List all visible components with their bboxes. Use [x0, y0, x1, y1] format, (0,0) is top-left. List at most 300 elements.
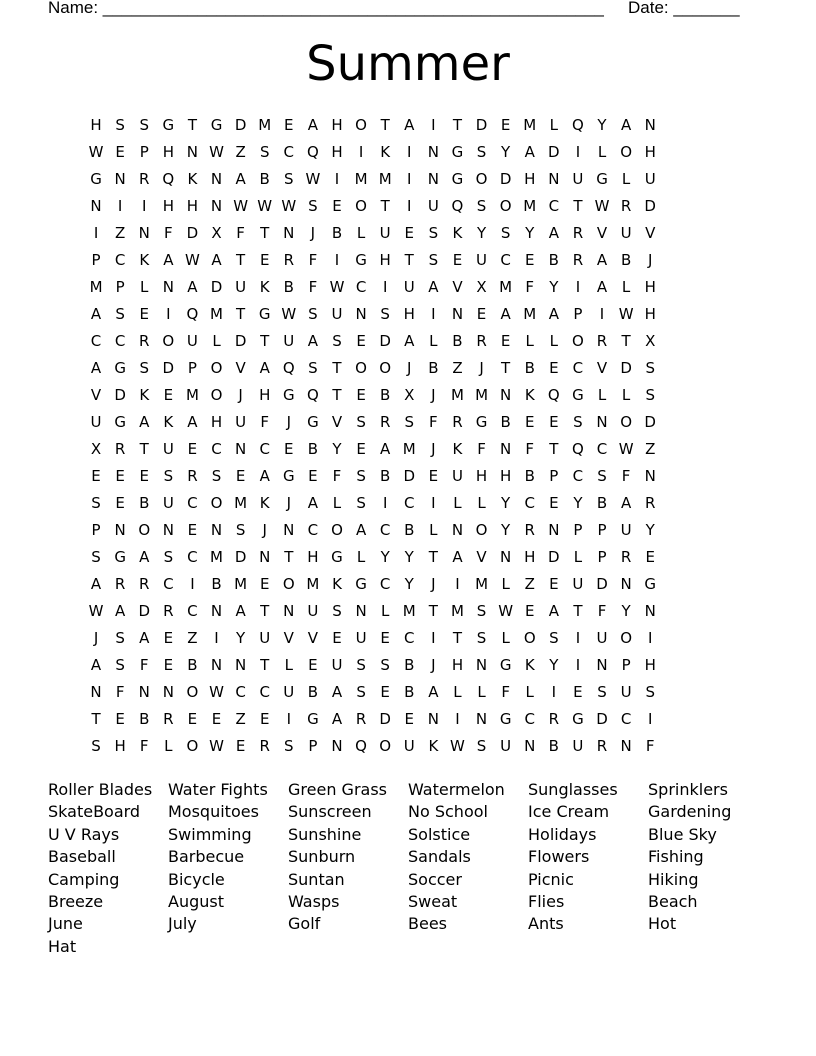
- grid-letter[interactable]: U: [644, 170, 656, 188]
- grid-letter[interactable]: C: [572, 359, 584, 377]
- grid-letter[interactable]: O: [355, 359, 367, 377]
- grid-letter[interactable]: A: [355, 521, 367, 539]
- grid-letter[interactable]: B: [283, 278, 294, 296]
- grid-letter[interactable]: U: [620, 224, 632, 242]
- grid-letter[interactable]: D: [379, 710, 391, 728]
- grid-letter[interactable]: T: [428, 602, 438, 620]
- grid-letter[interactable]: N: [644, 467, 656, 485]
- grid-letter[interactable]: L: [501, 575, 510, 593]
- grid-letter[interactable]: G: [331, 548, 343, 566]
- grid-letter[interactable]: I: [190, 575, 195, 593]
- grid-letter[interactable]: E: [187, 710, 198, 728]
- grid-letter[interactable]: F: [525, 440, 535, 458]
- grid-letter[interactable]: H: [644, 656, 656, 674]
- name-field[interactable]: Name: _____________________________________________________: [48, 0, 604, 17]
- grid-letter[interactable]: N: [283, 521, 295, 539]
- grid-letter[interactable]: J: [286, 494, 292, 512]
- grid-letter[interactable]: G: [114, 359, 126, 377]
- grid-letter[interactable]: G: [210, 116, 223, 134]
- grid-letter[interactable]: I: [575, 656, 581, 674]
- grid-letter[interactable]: S: [284, 170, 294, 188]
- grid-letter[interactable]: E: [187, 440, 198, 458]
- grid-letter[interactable]: W: [88, 143, 104, 161]
- grid-letter[interactable]: N: [500, 440, 512, 458]
- grid-letter[interactable]: N: [114, 521, 126, 539]
- grid-letter[interactable]: O: [499, 197, 512, 215]
- grid-letter[interactable]: S: [549, 629, 559, 647]
- grid-letter[interactable]: P: [549, 467, 559, 485]
- grid-letter[interactable]: T: [284, 548, 294, 566]
- grid-letter[interactable]: H: [186, 197, 199, 215]
- grid-letter[interactable]: L: [332, 494, 342, 512]
- grid-letter[interactable]: R: [620, 197, 632, 215]
- grid-letter[interactable]: W: [594, 197, 610, 215]
- grid-letter[interactable]: R: [163, 602, 174, 620]
- grid-letter[interactable]: T: [380, 197, 390, 215]
- grid-letter[interactable]: E: [404, 710, 414, 728]
- grid-letter[interactable]: N: [210, 521, 223, 539]
- grid-letter[interactable]: M: [523, 116, 537, 134]
- grid-letter[interactable]: M: [354, 170, 368, 188]
- grid-letter[interactable]: R: [548, 710, 560, 728]
- grid-letter[interactable]: E: [428, 467, 439, 485]
- grid-letter[interactable]: V: [596, 224, 608, 242]
- grid-letter[interactable]: P: [139, 143, 149, 161]
- grid-letter[interactable]: N: [644, 116, 656, 134]
- grid-letter[interactable]: N: [186, 143, 199, 161]
- grid-letter[interactable]: J: [431, 386, 436, 404]
- grid-letter[interactable]: J: [647, 251, 653, 269]
- grid-letter[interactable]: K: [187, 170, 198, 188]
- grid-letter[interactable]: G: [307, 413, 319, 431]
- grid-letter[interactable]: E: [549, 494, 559, 512]
- grid-letter[interactable]: E: [452, 251, 463, 269]
- grid-letter[interactable]: G: [499, 656, 512, 674]
- grid-letter[interactable]: G: [282, 386, 295, 404]
- grid-letter[interactable]: J: [431, 656, 436, 674]
- grid-letter[interactable]: E: [284, 440, 294, 458]
- grid-letter[interactable]: O: [620, 629, 633, 647]
- grid-letter[interactable]: A: [90, 359, 102, 377]
- grid-letter[interactable]: C: [524, 710, 535, 728]
- grid-letter[interactable]: S: [308, 305, 318, 323]
- grid-letter[interactable]: S: [597, 467, 607, 485]
- grid-letter[interactable]: K: [452, 440, 463, 458]
- grid-letter[interactable]: S: [356, 467, 366, 485]
- grid-letter[interactable]: M: [210, 548, 223, 566]
- grid-letter[interactable]: Y: [332, 440, 342, 458]
- grid-letter[interactable]: K: [428, 737, 439, 755]
- grid-letter[interactable]: J: [286, 413, 292, 431]
- grid-letter[interactable]: A: [90, 305, 102, 323]
- grid-letter[interactable]: D: [162, 359, 175, 377]
- grid-letter[interactable]: C: [187, 602, 198, 620]
- grid-letter[interactable]: S: [235, 521, 246, 539]
- grid-letter[interactable]: Q: [547, 386, 560, 404]
- grid-letter[interactable]: R: [259, 737, 270, 755]
- grid-letter[interactable]: W: [281, 197, 297, 215]
- grid-letter[interactable]: H: [524, 548, 536, 566]
- grid-letter[interactable]: N: [427, 710, 439, 728]
- grid-letter[interactable]: O: [210, 359, 223, 377]
- grid-letter[interactable]: I: [117, 197, 123, 215]
- grid-letter[interactable]: S: [597, 683, 607, 701]
- grid-letter[interactable]: G: [499, 710, 512, 728]
- grid-letter[interactable]: A: [380, 440, 391, 458]
- grid-letter[interactable]: U: [379, 224, 391, 242]
- grid-letter[interactable]: P: [597, 521, 607, 539]
- grid-letter[interactable]: U: [620, 683, 632, 701]
- grid-letter[interactable]: S: [645, 359, 655, 377]
- grid-letter[interactable]: E: [524, 413, 535, 431]
- grid-letter[interactable]: A: [235, 602, 246, 620]
- grid-letter[interactable]: E: [115, 494, 125, 512]
- grid-letter[interactable]: J: [262, 521, 267, 539]
- grid-letter[interactable]: B: [307, 440, 319, 458]
- grid-letter[interactable]: P: [115, 278, 125, 296]
- grid-letter[interactable]: E: [259, 575, 270, 593]
- grid-letter[interactable]: E: [380, 683, 390, 701]
- grid-letter[interactable]: B: [380, 386, 391, 404]
- grid-letter[interactable]: T: [452, 629, 463, 647]
- grid-letter[interactable]: I: [382, 278, 388, 296]
- grid-letter[interactable]: O: [282, 575, 295, 593]
- grid-letter[interactable]: R: [355, 710, 367, 728]
- grid-letter[interactable]: S: [356, 413, 366, 431]
- grid-letter[interactable]: G: [596, 170, 608, 188]
- grid-letter[interactable]: L: [621, 386, 631, 404]
- grid-letter[interactable]: N: [548, 521, 560, 539]
- grid-letter[interactable]: D: [403, 467, 416, 485]
- grid-letter[interactable]: D: [186, 224, 199, 242]
- grid-letter[interactable]: Q: [186, 305, 199, 323]
- grid-letter[interactable]: S: [163, 548, 174, 566]
- grid-letter[interactable]: R: [596, 737, 608, 755]
- grid-letter[interactable]: I: [93, 224, 99, 242]
- grid-letter[interactable]: D: [210, 278, 223, 296]
- grid-letter[interactable]: C: [404, 494, 415, 512]
- grid-letter[interactable]: E: [645, 548, 655, 566]
- grid-letter[interactable]: I: [455, 575, 460, 593]
- grid-letter[interactable]: Y: [549, 278, 559, 296]
- grid-letter[interactable]: L: [453, 683, 462, 701]
- grid-letter[interactable]: H: [162, 143, 174, 161]
- grid-letter[interactable]: R: [379, 413, 391, 431]
- grid-letter[interactable]: C: [283, 143, 295, 161]
- grid-letter[interactable]: C: [404, 629, 415, 647]
- grid-letter[interactable]: E: [500, 116, 511, 134]
- grid-letter[interactable]: T: [260, 602, 270, 620]
- grid-letter[interactable]: M: [234, 494, 248, 512]
- grid-letter[interactable]: P: [91, 521, 101, 539]
- grid-letter[interactable]: X: [90, 440, 102, 458]
- grid-letter[interactable]: H: [644, 143, 656, 161]
- grid-letter[interactable]: E: [235, 737, 246, 755]
- grid-letter[interactable]: C: [355, 278, 367, 296]
- grid-letter[interactable]: D: [548, 143, 560, 161]
- grid-letter[interactable]: G: [572, 386, 584, 404]
- grid-letter[interactable]: B: [259, 170, 270, 188]
- grid-letter[interactable]: T: [139, 440, 149, 458]
- grid-letter[interactable]: G: [282, 467, 295, 485]
- grid-letter[interactable]: J: [431, 575, 436, 593]
- grid-letter[interactable]: Z: [452, 359, 463, 377]
- grid-letter[interactable]: L: [164, 737, 173, 755]
- grid-letter[interactable]: S: [476, 629, 487, 647]
- grid-letter[interactable]: A: [259, 359, 270, 377]
- grid-letter[interactable]: U: [235, 278, 247, 296]
- grid-letter[interactable]: P: [597, 548, 607, 566]
- grid-letter[interactable]: T: [236, 305, 246, 323]
- grid-letter[interactable]: N: [596, 656, 608, 674]
- grid-letter[interactable]: N: [210, 170, 223, 188]
- grid-letter[interactable]: D: [620, 359, 632, 377]
- grid-letter[interactable]: Y: [525, 224, 535, 242]
- grid-letter[interactable]: U: [162, 494, 174, 512]
- grid-letter[interactable]: Q: [306, 386, 319, 404]
- grid-letter[interactable]: T: [404, 251, 414, 269]
- grid-letter[interactable]: S: [115, 629, 125, 647]
- grid-letter[interactable]: Y: [404, 575, 414, 593]
- grid-letter[interactable]: M: [402, 440, 416, 458]
- grid-letter[interactable]: R: [139, 575, 150, 593]
- grid-letter[interactable]: O: [572, 332, 584, 350]
- grid-letter[interactable]: S: [404, 413, 415, 431]
- grid-letter[interactable]: S: [115, 656, 125, 674]
- grid-letter[interactable]: F: [332, 467, 342, 485]
- grid-letter[interactable]: Y: [501, 494, 511, 512]
- grid-letter[interactable]: R: [114, 575, 126, 593]
- grid-letter[interactable]: A: [307, 116, 319, 134]
- grid-letter[interactable]: N: [138, 683, 150, 701]
- grid-letter[interactable]: E: [332, 197, 342, 215]
- grid-letter[interactable]: M: [378, 170, 392, 188]
- grid-letter[interactable]: L: [525, 332, 534, 350]
- grid-letter[interactable]: I: [455, 710, 460, 728]
- grid-letter[interactable]: S: [573, 413, 583, 431]
- grid-letter[interactable]: B: [548, 251, 559, 269]
- grid-letter[interactable]: K: [452, 224, 463, 242]
- grid-letter[interactable]: B: [524, 467, 535, 485]
- grid-letter[interactable]: N: [524, 737, 536, 755]
- grid-letter[interactable]: O: [379, 737, 392, 755]
- grid-letter[interactable]: Q: [355, 737, 367, 755]
- grid-letter[interactable]: U: [500, 737, 512, 755]
- grid-letter[interactable]: F: [621, 467, 631, 485]
- grid-letter[interactable]: S: [139, 359, 149, 377]
- grid-letter[interactable]: U: [403, 737, 415, 755]
- grid-letter[interactable]: N: [283, 224, 295, 242]
- grid-letter[interactable]: X: [404, 386, 415, 404]
- grid-letter[interactable]: O: [210, 494, 223, 512]
- grid-letter[interactable]: U: [307, 602, 319, 620]
- grid-letter[interactable]: A: [428, 278, 439, 296]
- grid-letter[interactable]: B: [211, 575, 222, 593]
- grid-letter[interactable]: N: [644, 602, 656, 620]
- grid-letter[interactable]: F: [115, 683, 125, 701]
- grid-letter[interactable]: K: [524, 656, 535, 674]
- grid-letter[interactable]: L: [380, 602, 390, 620]
- grid-letter[interactable]: Z: [524, 575, 535, 593]
- grid-letter[interactable]: M: [475, 575, 489, 593]
- grid-letter[interactable]: E: [235, 467, 246, 485]
- grid-letter[interactable]: E: [476, 305, 487, 323]
- grid-letter[interactable]: H: [307, 548, 319, 566]
- grid-letter[interactable]: V: [283, 629, 294, 647]
- grid-letter[interactable]: T: [260, 656, 270, 674]
- grid-letter[interactable]: I: [382, 494, 388, 512]
- grid-letter[interactable]: A: [548, 305, 559, 323]
- grid-letter[interactable]: U: [572, 170, 584, 188]
- grid-letter[interactable]: Q: [572, 116, 584, 134]
- grid-letter[interactable]: A: [620, 494, 632, 512]
- grid-letter[interactable]: O: [355, 116, 367, 134]
- grid-letter[interactable]: R: [572, 251, 584, 269]
- grid-letter[interactable]: U: [283, 332, 295, 350]
- grid-letter[interactable]: C: [259, 683, 270, 701]
- grid-letter[interactable]: H: [90, 116, 102, 134]
- grid-letter[interactable]: O: [162, 332, 175, 350]
- grid-letter[interactable]: E: [115, 467, 125, 485]
- grid-letter[interactable]: D: [548, 548, 560, 566]
- grid-letter[interactable]: R: [596, 332, 608, 350]
- grid-letter[interactable]: J: [238, 386, 243, 404]
- grid-letter[interactable]: I: [575, 278, 581, 296]
- grid-letter[interactable]: G: [162, 116, 175, 134]
- grid-letter[interactable]: U: [331, 305, 343, 323]
- grid-letter[interactable]: E: [91, 467, 101, 485]
- grid-letter[interactable]: R: [163, 710, 174, 728]
- grid-letter[interactable]: H: [114, 737, 126, 755]
- grid-letter[interactable]: U: [572, 575, 584, 593]
- grid-letter[interactable]: Z: [235, 710, 246, 728]
- grid-letter[interactable]: Q: [451, 197, 464, 215]
- grid-letter[interactable]: R: [644, 494, 656, 512]
- grid-letter[interactable]: H: [524, 170, 536, 188]
- grid-letter[interactable]: J: [310, 224, 316, 242]
- grid-letter[interactable]: U: [186, 332, 198, 350]
- grid-letter[interactable]: T: [236, 251, 246, 269]
- grid-letter[interactable]: Y: [597, 116, 607, 134]
- grid-letter[interactable]: A: [596, 251, 608, 269]
- grid-letter[interactable]: R: [139, 332, 150, 350]
- grid-letter[interactable]: H: [644, 278, 656, 296]
- grid-letter[interactable]: W: [618, 305, 634, 323]
- grid-letter[interactable]: V: [596, 359, 608, 377]
- grid-letter[interactable]: F: [525, 278, 535, 296]
- grid-letter[interactable]: Y: [501, 521, 511, 539]
- grid-letter[interactable]: S: [332, 332, 342, 350]
- grid-letter[interactable]: M: [523, 305, 537, 323]
- grid-letter[interactable]: E: [500, 332, 511, 350]
- grid-letter[interactable]: P: [573, 305, 583, 323]
- grid-letter[interactable]: J: [93, 629, 99, 647]
- grid-letter[interactable]: C: [379, 575, 391, 593]
- grid-letter[interactable]: N: [234, 440, 247, 458]
- grid-letter[interactable]: O: [186, 737, 199, 755]
- grid-letter[interactable]: W: [281, 305, 297, 323]
- grid-letter[interactable]: U: [596, 629, 608, 647]
- grid-letter[interactable]: L: [429, 521, 438, 539]
- grid-letter[interactable]: S: [356, 494, 366, 512]
- grid-letter[interactable]: W: [209, 143, 224, 161]
- grid-letter[interactable]: A: [307, 494, 319, 512]
- grid-letter[interactable]: G: [572, 710, 584, 728]
- grid-letter[interactable]: L: [621, 278, 631, 296]
- grid-letter[interactable]: H: [500, 467, 512, 485]
- grid-letter[interactable]: A: [259, 467, 270, 485]
- grid-letter[interactable]: Q: [306, 143, 319, 161]
- grid-letter[interactable]: A: [139, 629, 150, 647]
- grid-letter[interactable]: Y: [621, 602, 631, 620]
- grid-letter[interactable]: N: [210, 197, 223, 215]
- grid-letter[interactable]: V: [331, 413, 343, 431]
- grid-letter[interactable]: T: [573, 197, 583, 215]
- grid-letter[interactable]: T: [428, 548, 438, 566]
- grid-letter[interactable]: K: [380, 143, 391, 161]
- grid-letter[interactable]: H: [451, 656, 464, 674]
- grid-letter[interactable]: A: [596, 278, 608, 296]
- grid-letter[interactable]: S: [476, 143, 487, 161]
- grid-letter[interactable]: N: [355, 602, 367, 620]
- grid-letter[interactable]: B: [380, 467, 391, 485]
- grid-letter[interactable]: M: [185, 386, 199, 404]
- grid-letter[interactable]: A: [548, 224, 559, 242]
- grid-letter[interactable]: E: [259, 251, 270, 269]
- grid-letter[interactable]: N: [138, 224, 150, 242]
- grid-letter[interactable]: E: [115, 710, 125, 728]
- grid-letter[interactable]: K: [332, 575, 342, 593]
- grid-letter[interactable]: F: [597, 602, 607, 620]
- grid-letter[interactable]: J: [479, 359, 484, 377]
- grid-letter[interactable]: B: [524, 359, 535, 377]
- grid-letter[interactable]: S: [259, 143, 270, 161]
- grid-letter[interactable]: G: [307, 710, 319, 728]
- grid-letter[interactable]: S: [139, 116, 149, 134]
- grid-letter[interactable]: E: [308, 467, 318, 485]
- grid-letter[interactable]: M: [258, 116, 272, 134]
- grid-letter[interactable]: H: [644, 305, 656, 323]
- grid-letter[interactable]: A: [235, 170, 246, 188]
- grid-letter[interactable]: C: [620, 710, 632, 728]
- grid-letter[interactable]: H: [331, 143, 343, 161]
- grid-letter[interactable]: A: [115, 602, 126, 620]
- grid-letter[interactable]: N: [475, 710, 488, 728]
- grid-letter[interactable]: I: [431, 305, 436, 323]
- grid-letter[interactable]: W: [305, 170, 321, 188]
- grid-letter[interactable]: V: [235, 359, 246, 377]
- grid-letter[interactable]: I: [407, 197, 412, 215]
- grid-letter[interactable]: C: [500, 251, 511, 269]
- grid-letter[interactable]: W: [185, 251, 200, 269]
- grid-letter[interactable]: F: [477, 440, 486, 458]
- grid-letter[interactable]: N: [162, 683, 174, 701]
- grid-letter[interactable]: F: [501, 683, 510, 701]
- grid-letter[interactable]: R: [476, 332, 487, 350]
- grid-letter[interactable]: B: [331, 224, 343, 242]
- grid-letter[interactable]: N: [283, 602, 295, 620]
- grid-letter[interactable]: L: [525, 683, 534, 701]
- grid-letter[interactable]: N: [475, 656, 488, 674]
- grid-letter[interactable]: K: [259, 278, 270, 296]
- grid-letter[interactable]: L: [284, 656, 293, 674]
- grid-letter[interactable]: F: [308, 278, 318, 296]
- grid-letter[interactable]: G: [644, 575, 657, 593]
- grid-letter[interactable]: S: [211, 467, 222, 485]
- grid-letter[interactable]: E: [163, 629, 174, 647]
- grid-letter[interactable]: O: [138, 521, 151, 539]
- grid-letter[interactable]: I: [334, 251, 340, 269]
